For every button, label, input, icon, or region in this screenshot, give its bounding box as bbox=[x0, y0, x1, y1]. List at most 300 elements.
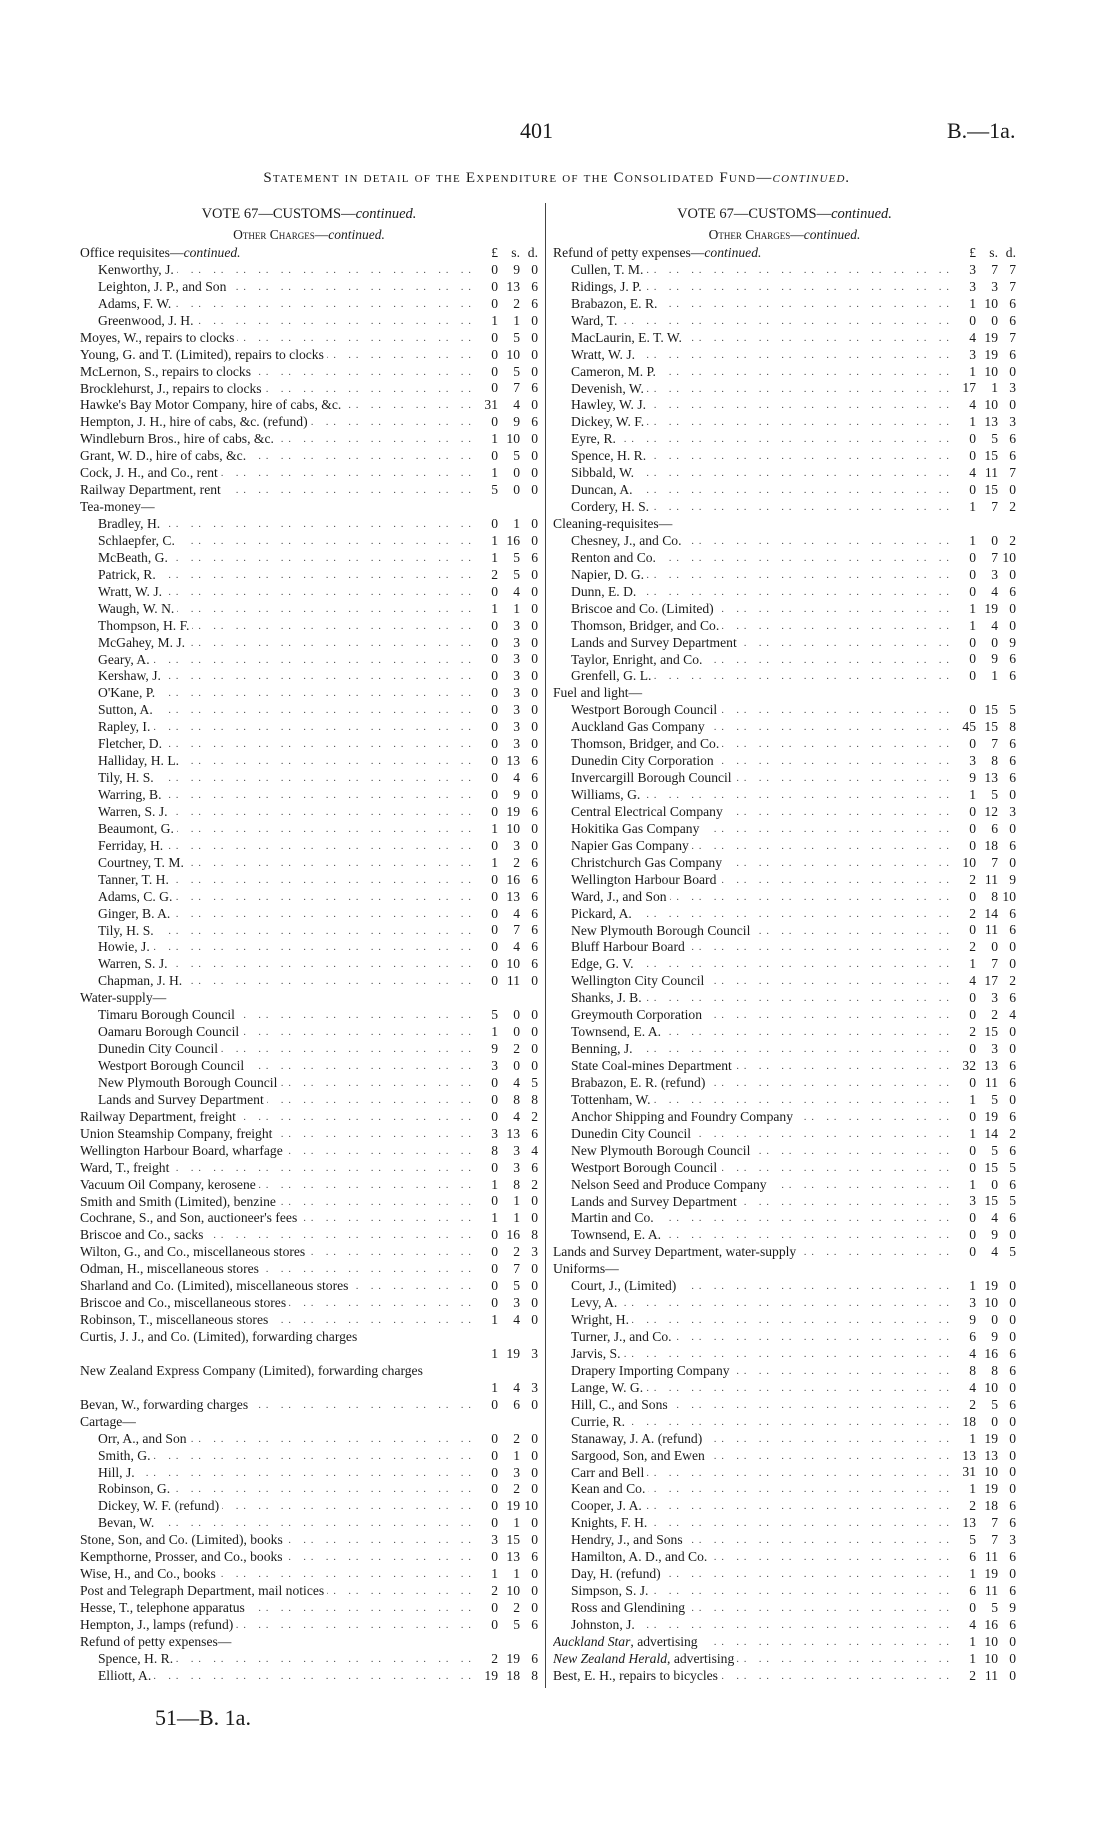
col-pounds-heading: £ bbox=[969, 244, 976, 260]
ledger-row bbox=[553, 787, 1016, 804]
ledger-row bbox=[553, 1346, 1016, 1363]
amount-shillings: 10 bbox=[984, 1650, 998, 1666]
amount-pounds: 0 bbox=[491, 1396, 498, 1412]
ledger-row bbox=[80, 279, 538, 296]
entry-label bbox=[553, 1481, 950, 1498]
entry-text: Wellington Harbour Board, wharfage bbox=[80, 1143, 286, 1158]
entry-label bbox=[553, 1346, 950, 1363]
amount-pence: 9 bbox=[1009, 871, 1016, 887]
entry-text: Uniforms— bbox=[553, 1261, 622, 1276]
entry-label bbox=[553, 1126, 950, 1143]
entry-text: Drapery Importing Company bbox=[571, 1363, 733, 1378]
entry-label bbox=[80, 313, 472, 330]
amount bbox=[950, 719, 1016, 736]
amount-shillings: 2 bbox=[513, 854, 520, 870]
amount-pence: 8 bbox=[531, 1091, 538, 1107]
amount bbox=[472, 1431, 538, 1448]
amount bbox=[950, 1346, 1016, 1363]
amount-shillings: 15 bbox=[984, 1159, 998, 1175]
entry-text: Lands and Survey Department bbox=[571, 1194, 740, 1209]
ledger-row bbox=[553, 1481, 1016, 1498]
entry-text: Moyes, W., repairs to clocks bbox=[80, 330, 237, 345]
amount-pounds: 2 bbox=[969, 871, 976, 887]
amount-shillings: 11 bbox=[984, 1667, 998, 1683]
entry-label bbox=[80, 347, 472, 364]
amount-pounds: 0 bbox=[491, 1227, 498, 1243]
entry-label bbox=[553, 567, 950, 584]
amount-shillings: 0 bbox=[991, 939, 998, 955]
amount-pence: 0 bbox=[531, 651, 538, 667]
amount-pence: 0 bbox=[531, 1024, 538, 1040]
amount-shillings: 4 bbox=[513, 1108, 520, 1124]
ledger-row bbox=[80, 787, 538, 804]
vote-prefix: VOTE 67—CUSTOMS— bbox=[201, 206, 356, 222]
amount bbox=[472, 1227, 538, 1244]
amount-pence: 6 bbox=[531, 549, 538, 565]
entry-text: Thomson, Bridger, and Co. bbox=[571, 736, 722, 751]
amount-pounds: 2 bbox=[491, 1650, 498, 1666]
amount bbox=[950, 651, 1016, 668]
ledger-row bbox=[553, 652, 1016, 669]
amount-shillings: 0 bbox=[991, 312, 998, 328]
entry-label bbox=[80, 1024, 472, 1041]
amount-shillings: 14 bbox=[984, 905, 998, 921]
entry-text: Hokitika Gas Company bbox=[571, 821, 702, 836]
entry-label bbox=[80, 1651, 472, 1668]
amount-pounds: 18 bbox=[962, 1413, 976, 1429]
amount bbox=[472, 414, 538, 431]
entry-text: Courtney, T. M. bbox=[98, 855, 187, 870]
ledger-row bbox=[80, 1177, 538, 1194]
amount-pounds: 0 bbox=[491, 888, 498, 904]
amount bbox=[472, 1668, 538, 1685]
amount-pounds: 0 bbox=[969, 1159, 976, 1175]
amount-pounds: 45 bbox=[962, 719, 976, 735]
amount-pence: 6 bbox=[1009, 1498, 1016, 1514]
entry-label bbox=[80, 1617, 472, 1634]
amount-shillings: 10 bbox=[984, 1464, 998, 1480]
entry-text: Cochrane, S., and Son, auctioneer's fees bbox=[80, 1210, 300, 1225]
amount-pence: 0 bbox=[531, 1007, 538, 1023]
amount-shillings: 7 bbox=[991, 1532, 998, 1548]
entry-label bbox=[80, 635, 472, 652]
amount-pence: 6 bbox=[531, 854, 538, 870]
amount-shillings: 15 bbox=[984, 1193, 998, 1209]
amount-pence: 0 bbox=[531, 1193, 538, 1209]
amount-pounds: 0 bbox=[491, 1193, 498, 1209]
amount bbox=[472, 973, 538, 990]
entry-label bbox=[553, 1295, 950, 1312]
entry-label bbox=[80, 1532, 472, 1549]
amount-pounds: 19 bbox=[484, 1667, 498, 1683]
amount-shillings: 4 bbox=[513, 1379, 520, 1395]
amount-shillings: 11 bbox=[984, 1074, 998, 1090]
ledger-row bbox=[80, 1160, 538, 1177]
amount-shillings: 10 bbox=[984, 1633, 998, 1649]
entry-text: Robinson, T., miscellaneous stores bbox=[80, 1312, 271, 1327]
amount bbox=[950, 1177, 1016, 1194]
entry-text: Waugh, W. N. bbox=[98, 601, 177, 616]
entry-text: Westport Borough Council bbox=[571, 1160, 720, 1175]
amount-pence: 0 bbox=[531, 719, 538, 735]
amount-shillings: 19 bbox=[984, 1481, 998, 1497]
amount-pence: 0 bbox=[531, 448, 538, 464]
amount-pence: 0 bbox=[531, 1312, 538, 1328]
amount bbox=[472, 1143, 538, 1160]
ledger-row bbox=[80, 1261, 538, 1278]
amount-shillings: 0 bbox=[513, 1024, 520, 1040]
amount-pounds: 9 bbox=[969, 1312, 976, 1328]
amount-pence: 6 bbox=[1009, 1176, 1016, 1192]
vote-suffix: continued. bbox=[831, 206, 892, 222]
amount-pence: 4 bbox=[531, 1142, 538, 1158]
amount-shillings: 2 bbox=[513, 1600, 520, 1616]
amount-shillings: 5 bbox=[513, 329, 520, 345]
amount-pounds: 0 bbox=[491, 583, 498, 599]
amount-pence: 6 bbox=[1009, 990, 1016, 1006]
ledger-row bbox=[553, 601, 1016, 618]
ledger-row bbox=[553, 516, 1016, 533]
amount-pounds: 2 bbox=[969, 939, 976, 955]
entry-label bbox=[80, 1414, 472, 1431]
amount-shillings: 18 bbox=[506, 1667, 520, 1683]
entry-text: Timaru Borough Council bbox=[98, 1007, 238, 1022]
entry-label bbox=[80, 465, 472, 482]
ledger-row bbox=[80, 1058, 538, 1075]
entry-label bbox=[553, 533, 950, 550]
amount-pence: 0 bbox=[531, 329, 538, 345]
amount-pounds: 0 bbox=[491, 1091, 498, 1107]
amount-pence: 9 bbox=[1009, 634, 1016, 650]
amount-shillings: 1 bbox=[991, 380, 998, 396]
entry-text: Windleburn Bros., hire of cabs, &c. bbox=[80, 431, 277, 446]
amount-shillings: 0 bbox=[513, 482, 520, 498]
amount-pounds: 4 bbox=[969, 973, 976, 989]
ledger-row bbox=[80, 838, 538, 855]
amount-pence: 0 bbox=[1009, 363, 1016, 379]
amount-shillings: 11 bbox=[984, 922, 998, 938]
entry-label bbox=[80, 414, 472, 431]
amount-pounds: 1 bbox=[491, 431, 498, 447]
amount-pence: 0 bbox=[531, 1210, 538, 1226]
amount-pounds: 1 bbox=[491, 1566, 498, 1582]
entry-label bbox=[553, 1058, 950, 1075]
entry-label bbox=[80, 1448, 472, 1465]
amount-shillings: 10 bbox=[506, 1583, 520, 1599]
entry-text: Greenwood, J. H. bbox=[98, 313, 197, 328]
entry-text: Invercargill Borough Council bbox=[571, 770, 735, 785]
amount-shillings: 5 bbox=[991, 1091, 998, 1107]
entry-label bbox=[553, 923, 950, 940]
entry-text: Knights, F. H. bbox=[571, 1515, 650, 1530]
entry-label bbox=[553, 414, 950, 431]
amount-pence: 0 bbox=[531, 566, 538, 582]
amount-shillings: 3 bbox=[513, 702, 520, 718]
entry-text: Water-supply— bbox=[80, 990, 169, 1005]
amount-shillings: 19 bbox=[506, 1498, 520, 1514]
amount bbox=[472, 618, 538, 635]
entry-label bbox=[553, 448, 950, 465]
amount-shillings: 10 bbox=[506, 820, 520, 836]
ledger-row bbox=[553, 1041, 1016, 1058]
ledger-row bbox=[80, 1295, 538, 1312]
amount-shillings: 13 bbox=[506, 888, 520, 904]
amount-pence: 3 bbox=[531, 1345, 538, 1361]
entry-label bbox=[80, 1194, 472, 1211]
entry-label bbox=[553, 1024, 950, 1041]
amount-pence: 6 bbox=[1009, 346, 1016, 362]
amount-pence: 0 bbox=[1009, 1650, 1016, 1666]
amount-pence: 5 bbox=[1009, 1244, 1016, 1260]
amount bbox=[472, 448, 538, 465]
ledger-row bbox=[80, 1431, 538, 1448]
amount bbox=[950, 1566, 1016, 1583]
entry-label bbox=[80, 753, 472, 770]
amount-pounds: 3 bbox=[491, 1532, 498, 1548]
amount-pence: 0 bbox=[531, 617, 538, 633]
ledger-row bbox=[553, 1007, 1016, 1024]
amount-shillings: 4 bbox=[513, 905, 520, 921]
amount-pence: 0 bbox=[531, 1583, 538, 1599]
amount-pence: 0 bbox=[531, 532, 538, 548]
amount-pence: 0 bbox=[531, 583, 538, 599]
amount-shillings: 19 bbox=[506, 803, 520, 819]
amount bbox=[472, 279, 538, 296]
entry-text: Dunn, E. D. bbox=[571, 584, 639, 599]
ledger-row bbox=[80, 364, 538, 381]
amount-pence: 0 bbox=[531, 1057, 538, 1073]
entry-label bbox=[553, 1177, 950, 1194]
entry-text: Briscoe and Co., miscellaneous stores bbox=[80, 1295, 289, 1310]
amount-shillings: 7 bbox=[991, 956, 998, 972]
amount-pence: 6 bbox=[1009, 770, 1016, 786]
amount bbox=[950, 482, 1016, 499]
amount-pounds: 5 bbox=[491, 482, 498, 498]
amount bbox=[950, 1227, 1016, 1244]
amount bbox=[950, 668, 1016, 685]
entry-text: Hesse, T., telephone apparatus bbox=[80, 1600, 248, 1615]
amount-shillings: 3 bbox=[513, 634, 520, 650]
amount bbox=[950, 380, 1016, 397]
ledger-row bbox=[80, 414, 538, 431]
amount-pounds: 1 bbox=[969, 1566, 976, 1582]
amount-pounds: 0 bbox=[969, 651, 976, 667]
amount bbox=[950, 1329, 1016, 1346]
entry-text: Patrick, R. bbox=[98, 567, 159, 582]
amount-pounds: 0 bbox=[491, 448, 498, 464]
entry-text: Stanaway, J. A. (refund) bbox=[571, 1431, 705, 1446]
entry-text: Hamilton, A. D., and Co. bbox=[571, 1549, 710, 1564]
amount bbox=[950, 1109, 1016, 1126]
amount-pence: 6 bbox=[1009, 1362, 1016, 1378]
amount-pounds: 2 bbox=[969, 1667, 976, 1683]
amount-pence: 0 bbox=[1009, 1633, 1016, 1649]
statement-title bbox=[0, 170, 1114, 187]
amount bbox=[950, 1414, 1016, 1431]
amount-pence: 0 bbox=[1009, 939, 1016, 955]
amount-pence: 0 bbox=[531, 786, 538, 802]
amount-shillings: 13 bbox=[506, 278, 520, 294]
ledger-row bbox=[80, 1194, 538, 1211]
amount bbox=[950, 1007, 1016, 1024]
amount bbox=[472, 1126, 538, 1143]
amount bbox=[950, 736, 1016, 753]
amount-pence: 0 bbox=[531, 482, 538, 498]
amount-pence: 0 bbox=[531, 1515, 538, 1531]
entry-label bbox=[80, 668, 472, 685]
entry-text: Bradley, H. bbox=[98, 516, 163, 531]
entry-text: Smith and Smith (Limited), benzine bbox=[80, 1194, 279, 1209]
amount-shillings: 5 bbox=[991, 1599, 998, 1615]
amount-pence: 5 bbox=[1009, 1159, 1016, 1175]
title-italic: continued. bbox=[772, 170, 851, 186]
amount bbox=[950, 431, 1016, 448]
ledger-row bbox=[80, 1363, 538, 1397]
entry-label bbox=[553, 482, 950, 499]
amount-pounds: 1 bbox=[969, 1176, 976, 1192]
amount bbox=[472, 601, 538, 618]
amount-pounds: 10 bbox=[962, 854, 976, 870]
ledger-row bbox=[80, 1312, 538, 1329]
amount-pence: 0 bbox=[1009, 1667, 1016, 1683]
amount bbox=[950, 313, 1016, 330]
entry-text: Cock, J. H., and Co., rent bbox=[80, 465, 221, 480]
amount-pounds: 0 bbox=[491, 1108, 498, 1124]
entry-label bbox=[553, 516, 950, 533]
ledger-row bbox=[553, 550, 1016, 567]
amount-shillings: 5 bbox=[513, 1616, 520, 1632]
amount-shillings: 3 bbox=[513, 736, 520, 752]
amount-pounds: 0 bbox=[491, 922, 498, 938]
amount-shillings: 0 bbox=[991, 634, 998, 650]
entry-text: Sharland and Co. (Limited), miscellaneous stores bbox=[80, 1278, 351, 1293]
ledger-row bbox=[80, 906, 538, 923]
amount bbox=[472, 719, 538, 736]
entry-text: Cartage— bbox=[80, 1414, 139, 1429]
sub-suffix: continued. bbox=[328, 227, 385, 242]
entry-label bbox=[553, 939, 950, 956]
ledger-row bbox=[80, 939, 538, 956]
entry-label bbox=[553, 804, 950, 821]
amount bbox=[950, 838, 1016, 855]
amount-pounds: 0 bbox=[491, 736, 498, 752]
entry-label bbox=[553, 1278, 950, 1295]
amount bbox=[472, 635, 538, 652]
entry-text: Williams, G. bbox=[571, 787, 643, 802]
amount-shillings: 19 bbox=[984, 1566, 998, 1582]
amount-pence: 0 bbox=[1009, 1041, 1016, 1057]
amount-pence: 8 bbox=[531, 1227, 538, 1243]
amount-pence: 0 bbox=[531, 346, 538, 362]
amount-shillings: 10 bbox=[984, 1379, 998, 1395]
amount bbox=[472, 956, 538, 973]
amount bbox=[950, 550, 1016, 567]
entry-label bbox=[553, 381, 950, 398]
amount-pounds: 0 bbox=[491, 871, 498, 887]
amount-shillings: 7 bbox=[991, 549, 998, 565]
amount-pence: 6 bbox=[1009, 448, 1016, 464]
ledger-row bbox=[80, 652, 538, 669]
amount-shillings: 4 bbox=[513, 1074, 520, 1090]
entry-text: Warren, S. J. bbox=[98, 956, 171, 971]
amount bbox=[472, 330, 538, 347]
amount-pounds: 3 bbox=[491, 1057, 498, 1073]
entry-label bbox=[553, 1431, 950, 1448]
ledger-row bbox=[553, 736, 1016, 753]
amount-pence: 5 bbox=[1009, 1193, 1016, 1209]
entry-label bbox=[80, 1041, 472, 1058]
entry-label bbox=[80, 838, 472, 855]
amount-pounds: 0 bbox=[491, 939, 498, 955]
entry-label bbox=[553, 838, 950, 855]
ledger-row bbox=[80, 465, 538, 482]
entry-text: Refund of petty expenses—continued. bbox=[553, 245, 764, 260]
amount bbox=[950, 584, 1016, 601]
amount-pence: 0 bbox=[1009, 1447, 1016, 1463]
entry-label bbox=[80, 1058, 472, 1075]
amount-shillings: 3 bbox=[991, 566, 998, 582]
entry-text: Schlaepfer, C. bbox=[98, 533, 178, 548]
entry-label bbox=[80, 1092, 472, 1109]
amount-pounds: 2 bbox=[969, 1498, 976, 1514]
amount-pence: 3 bbox=[1009, 803, 1016, 819]
amount bbox=[950, 1397, 1016, 1414]
amount-shillings: 0 bbox=[991, 1176, 998, 1192]
amount-shillings: 3 bbox=[991, 278, 998, 294]
amount-pounds: 0 bbox=[969, 1074, 976, 1090]
ledger-row bbox=[80, 1007, 538, 1024]
amount-pence: 5 bbox=[531, 1074, 538, 1090]
amount-shillings: 9 bbox=[991, 651, 998, 667]
amount-pounds: 4 bbox=[969, 1379, 976, 1395]
amount-pence: 0 bbox=[531, 1430, 538, 1446]
entry-text: Adams, F. W. bbox=[98, 296, 174, 311]
amount bbox=[950, 855, 1016, 872]
amount-pounds: 3 bbox=[969, 753, 976, 769]
entry-label bbox=[553, 431, 950, 448]
entry-label bbox=[553, 465, 950, 482]
ledger-row bbox=[553, 330, 1016, 347]
entry-label bbox=[80, 889, 472, 906]
entry-text: Grenfell, G. L. bbox=[571, 668, 654, 683]
ledger-row bbox=[80, 1244, 538, 1261]
entry-text: Tanner, T. H. bbox=[98, 872, 172, 887]
amount bbox=[472, 296, 538, 313]
entry-text: Hempton, J., lamps (refund) bbox=[80, 1617, 236, 1632]
amount-shillings: 10 bbox=[506, 956, 520, 972]
amount-shillings: 4 bbox=[991, 583, 998, 599]
entry-text: Bluff Harbour Board bbox=[571, 939, 688, 954]
entry-label bbox=[553, 296, 950, 313]
amount bbox=[472, 567, 538, 584]
amount-pounds: 4 bbox=[969, 1345, 976, 1361]
amount-pounds: 0 bbox=[491, 1549, 498, 1565]
amount-pounds: 0 bbox=[491, 414, 498, 430]
amount bbox=[950, 1668, 1016, 1685]
entry-text: Martin and Co. bbox=[571, 1210, 657, 1225]
amount bbox=[472, 906, 538, 923]
amount-pounds: 0 bbox=[969, 583, 976, 599]
entry-label bbox=[80, 1244, 472, 1261]
ledger-row bbox=[553, 584, 1016, 601]
entry-label bbox=[80, 381, 472, 398]
ledger-row bbox=[553, 1515, 1016, 1532]
ledger-row bbox=[553, 1363, 1016, 1380]
amount bbox=[472, 1261, 538, 1278]
ledger-row bbox=[553, 1397, 1016, 1414]
entry-text: Hawley, W. J. bbox=[571, 397, 649, 412]
title-main: Statement in detail of the Expenditure of the Consolidated Fund— bbox=[263, 170, 773, 186]
